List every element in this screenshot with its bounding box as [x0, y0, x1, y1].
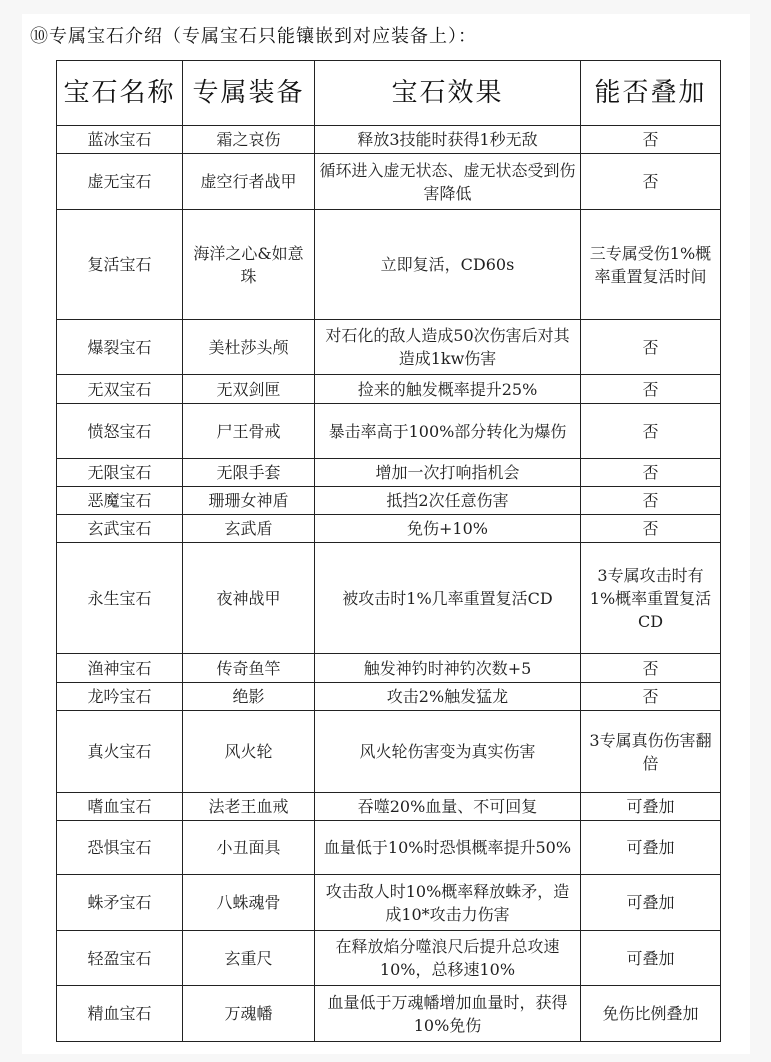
- equipment-cell: 霜之哀伤: [183, 126, 315, 154]
- effect-cell: 风火轮伤害变为真实伤害: [315, 711, 581, 793]
- stackable-cell: 否: [581, 459, 721, 487]
- effect-cell: 释放3技能时获得1秒无敌: [315, 126, 581, 154]
- equipment-cell: 尸王骨戒: [183, 404, 315, 459]
- gem-name-cell: 永生宝石: [57, 543, 183, 654]
- gem-name-cell: 恐惧宝石: [57, 821, 183, 875]
- gem-name-cell: 虚无宝石: [57, 154, 183, 210]
- gem-name-cell: 愤怒宝石: [57, 404, 183, 459]
- effect-cell: 循环进入虚无状态、虚无状态受到伤害降低: [315, 154, 581, 210]
- equipment-cell: 夜神战甲: [183, 543, 315, 654]
- gem-table: [56, 60, 721, 1042]
- effect-cell: 抵挡2次任意伤害: [315, 487, 581, 515]
- gem-name-cell: 蛛矛宝石: [57, 875, 183, 931]
- effect-cell: 对石化的敌人造成50次伤害后对其造成1kw伤害: [315, 320, 581, 375]
- gem-name-cell: 复活宝石: [57, 210, 183, 320]
- effect-cell: 立即复活，CD60s: [315, 210, 581, 320]
- section-heading: ⑩专属宝石介绍（专属宝石只能镶嵌到对应装备上）：: [30, 26, 477, 47]
- stackable-cell: 免伤比例叠加: [581, 986, 721, 1042]
- equipment-cell: 法老王血戒: [183, 793, 315, 821]
- stackable-cell: 3专属攻击时有1%概率重置复活CD: [581, 543, 721, 654]
- stackable-cell: 否: [581, 487, 721, 515]
- effect-cell: 血量低于10%时恐惧概率提升50%: [315, 821, 581, 875]
- gem-name-cell: 恶魔宝石: [57, 487, 183, 515]
- table-row: [57, 404, 721, 459]
- table-row: [57, 320, 721, 375]
- stackable-cell: 否: [581, 375, 721, 404]
- gem-name-cell: 真火宝石: [57, 711, 183, 793]
- table-row: [57, 210, 721, 320]
- table-row: [57, 793, 721, 821]
- table-row: [57, 931, 721, 986]
- gem-name-cell: 爆裂宝石: [57, 320, 183, 375]
- table-row: [57, 654, 721, 683]
- effect-cell: 捡来的触发概率提升25%: [315, 375, 581, 404]
- stackable-cell: 否: [581, 515, 721, 543]
- equipment-cell: 玄武盾: [183, 515, 315, 543]
- stackable-cell: 否: [581, 404, 721, 459]
- table-row: [57, 154, 721, 210]
- stackable-cell: 可叠加: [581, 875, 721, 931]
- equipment-cell: 绝影: [183, 683, 315, 711]
- equipment-cell: 风火轮: [183, 711, 315, 793]
- effect-cell: 攻击2%触发猛龙: [315, 683, 581, 711]
- equipment-cell: 无限手套: [183, 459, 315, 487]
- equipment-cell: 玄重尺: [183, 931, 315, 986]
- gem-name-cell: 蓝冰宝石: [57, 126, 183, 154]
- table-row: [57, 515, 721, 543]
- table-row: [57, 459, 721, 487]
- stackable-cell: 否: [581, 320, 721, 375]
- header-stackable: 能否叠加: [581, 61, 721, 126]
- gem-name-cell: 嗜血宝石: [57, 793, 183, 821]
- equipment-cell: 万魂幡: [183, 986, 315, 1042]
- table-row: [57, 487, 721, 515]
- stackable-cell: 否: [581, 154, 721, 210]
- table-row: [57, 711, 721, 793]
- gem-name-cell: 无限宝石: [57, 459, 183, 487]
- gem-name-cell: 精血宝石: [57, 986, 183, 1042]
- equipment-cell: 小丑面具: [183, 821, 315, 875]
- effect-cell: 免伤+10%: [315, 515, 581, 543]
- table-row: [57, 126, 721, 154]
- equipment-cell: 虚空行者战甲: [183, 154, 315, 210]
- header-gem-effect: 宝石效果: [315, 61, 581, 126]
- table-row: [57, 543, 721, 654]
- equipment-cell: 八蛛魂骨: [183, 875, 315, 931]
- effect-cell: 吞噬20%血量、不可回复: [315, 793, 581, 821]
- equipment-cell: 珊珊女神盾: [183, 487, 315, 515]
- table-row: [57, 821, 721, 875]
- stackable-cell: 否: [581, 126, 721, 154]
- effect-cell: 暴击率高于100%部分转化为爆伤: [315, 404, 581, 459]
- stackable-cell: 可叠加: [581, 931, 721, 986]
- equipment-cell: 美杜莎头颅: [183, 320, 315, 375]
- equipment-cell: 海洋之心&如意珠: [183, 210, 315, 320]
- stackable-cell: 否: [581, 683, 721, 711]
- stackable-cell: 可叠加: [581, 821, 721, 875]
- gem-name-cell: 渔神宝石: [57, 654, 183, 683]
- gem-name-cell: 玄武宝石: [57, 515, 183, 543]
- effect-cell: 触发神钓时神钓次数+5: [315, 654, 581, 683]
- stackable-cell: 可叠加: [581, 793, 721, 821]
- effect-cell: 攻击敌人时10%概率释放蛛矛，造成10*攻击力伤害: [315, 875, 581, 931]
- stackable-cell: 三专属受伤1%概率重置复活时间: [581, 210, 721, 320]
- gem-name-cell: 轻盈宝石: [57, 931, 183, 986]
- effect-cell: 在释放焰分噬浪尺后提升总攻速10%，总移速10%: [315, 931, 581, 986]
- effect-cell: 被攻击时1%几率重置复活CD: [315, 543, 581, 654]
- stackable-cell: 否: [581, 654, 721, 683]
- effect-cell: 血量低于万魂幡增加血量时，获得10%免伤: [315, 986, 581, 1042]
- header-exclusive-equipment: 专属装备: [183, 61, 315, 126]
- stackable-cell: 3专属真伤伤害翻倍: [581, 711, 721, 793]
- table-row: [57, 986, 721, 1042]
- equipment-cell: 无双剑匣: [183, 375, 315, 404]
- effect-cell: 增加一次打响指机会: [315, 459, 581, 487]
- gem-name-cell: 无双宝石: [57, 375, 183, 404]
- table-header-row: [57, 61, 721, 126]
- header-gem-name: 宝石名称: [57, 61, 183, 126]
- gem-name-cell: 龙吟宝石: [57, 683, 183, 711]
- table-row: [57, 875, 721, 931]
- table-row: [57, 375, 721, 404]
- equipment-cell: 传奇鱼竿: [183, 654, 315, 683]
- table-row: [57, 683, 721, 711]
